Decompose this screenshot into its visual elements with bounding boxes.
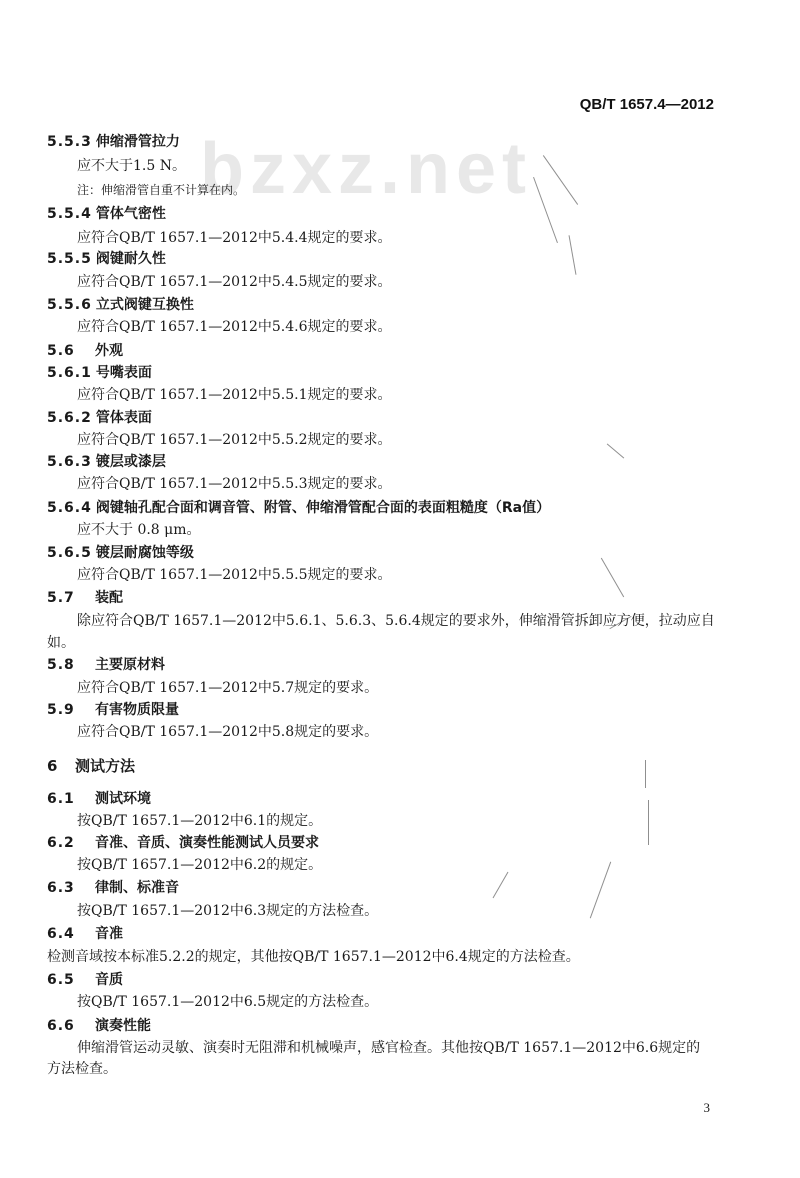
standard-code-header: QB/T 1657.4—2012: [579, 96, 714, 113]
section-title: 装配: [95, 590, 123, 606]
section-heading: [47, 834, 319, 852]
paragraph-text: 按QB/T 1657.1—2012中6.3规定的方法检查。: [77, 903, 379, 919]
section-heading: [47, 790, 151, 808]
paragraph-text: 应符合QB/T 1657.1—2012中5.7规定的要求。: [77, 680, 379, 696]
section-heading: [47, 364, 152, 382]
section-heading: [47, 971, 123, 989]
paragraph-text: 除应符合QB/T 1657.1—2012中5.6.1、5.6.3、5.6.4规定的要求外，伸缩滑管拆卸应方便，拉动应自: [77, 613, 715, 629]
section-heading: [47, 656, 165, 674]
section-heading: [47, 250, 166, 268]
watermark: bzxz.net: [200, 129, 533, 209]
section-heading: [47, 701, 179, 719]
chapter-title: 测试方法: [75, 757, 136, 775]
paragraph-text: 应符合QB/T 1657.1—2012中5.5.2规定的要求。: [77, 432, 392, 448]
section-number: 5.5.6: [47, 297, 92, 313]
section-title: 管体表面: [95, 410, 152, 426]
section-number: 5.5.3: [47, 134, 92, 150]
section-heading: [47, 296, 194, 314]
scan-artifact: [648, 800, 649, 845]
scan-artifact: [607, 444, 624, 459]
section-number: 5.5.4: [47, 206, 92, 222]
section-number: 5.6.1: [47, 365, 92, 381]
section-heading: [47, 453, 166, 471]
scan-artifact: [533, 177, 558, 243]
section-number: 6.1: [47, 791, 75, 807]
section-number: 6.5: [47, 972, 75, 988]
section-number: 5.6.3: [47, 454, 92, 470]
section-heading: [47, 205, 166, 223]
paragraph-text: 应符合QB/T 1657.1—2012中5.4.6规定的要求。: [77, 319, 392, 335]
chapter-heading: [47, 757, 135, 775]
section-heading: [47, 342, 123, 360]
section-number: 5.6.4: [47, 500, 92, 516]
scan-artifact: [569, 235, 577, 275]
section-title: 测试环境: [95, 791, 151, 807]
section-number: 5.6: [47, 343, 75, 359]
paragraph-text: 方法检查。: [47, 1061, 117, 1077]
paragraph-text: 应不大于1.5 N。: [77, 158, 186, 174]
section-heading: [47, 544, 194, 562]
section-number: 5.9: [47, 702, 75, 718]
scan-artifact: [493, 872, 509, 898]
section-title: 阀键耐久性: [95, 251, 166, 267]
section-title: 外观: [95, 343, 123, 359]
paragraph-text: 应符合QB/T 1657.1—2012中5.8规定的要求。: [77, 724, 379, 740]
section-number: 5.6.2: [47, 410, 92, 426]
page-number: 3: [703, 1100, 710, 1115]
paragraph-text: 按QB/T 1657.1—2012中6.1的规定。: [77, 813, 323, 829]
section-heading: [47, 879, 179, 897]
paragraph-text: 应符合QB/T 1657.1—2012中5.4.5规定的要求。: [77, 274, 392, 290]
section-heading: [47, 1017, 151, 1035]
paragraph-text: 按QB/T 1657.1—2012中6.2的规定。: [77, 857, 323, 873]
note-text: 注：伸缩滑管自重不计算在内。: [77, 183, 246, 197]
section-number: 6.3: [47, 880, 75, 896]
section-number: 6.2: [47, 835, 75, 851]
paragraph-text: 按QB/T 1657.1—2012中6.5规定的方法检查。: [77, 994, 379, 1010]
section-heading: [47, 133, 180, 151]
paragraph-text: 应符合QB/T 1657.1—2012中5.5.3规定的要求。: [77, 476, 392, 492]
section-heading: [47, 409, 152, 427]
paragraph-text: 应符合QB/T 1657.1—2012中5.5.5规定的要求。: [77, 567, 392, 583]
scan-artifact: [645, 760, 646, 788]
section-title: 管体气密性: [95, 206, 166, 222]
section-title: 阀键轴孔配合面和调音管、附管、伸缩滑管配合面的表面粗糙度（Ra值）: [95, 500, 551, 516]
section-number: 5.5.5: [47, 251, 92, 267]
section-title: 主要原材料: [95, 657, 165, 673]
section-title: 有害物质限量: [95, 702, 179, 718]
section-title: 音准: [95, 926, 123, 942]
section-title: 立式阀键互换性: [95, 297, 194, 313]
section-title: 镀层或漆层: [95, 454, 166, 470]
scan-artifact: [601, 558, 624, 597]
section-number: 6.4: [47, 926, 75, 942]
paragraph-text: 检测音域按本标准5.2.2的规定，其他按QB/T 1657.1—2012中6.4规定的方法检查。: [47, 949, 580, 965]
section-number: 5.6.5: [47, 545, 92, 561]
scan-artifact: [543, 155, 578, 205]
section-title: 号嘴表面: [95, 365, 152, 381]
chapter-number: 6: [47, 757, 58, 775]
section-number: 5.7: [47, 590, 75, 606]
scan-artifact: [590, 862, 611, 919]
paragraph-text: 应符合QB/T 1657.1—2012中5.5.1规定的要求。: [77, 387, 392, 403]
section-heading: [47, 589, 123, 607]
section-title: 音准、音质、演奏性能测试人员要求: [95, 835, 319, 851]
section-number: 5.8: [47, 657, 75, 673]
paragraph-text: 应不大于 0.8 μm。: [77, 522, 201, 538]
paragraph-text: 如。: [47, 635, 75, 651]
section-title: 伸缩滑管拉力: [95, 134, 180, 150]
section-number: 6.6: [47, 1018, 75, 1034]
section-title: 镀层耐腐蚀等级: [95, 545, 194, 561]
section-title: 律制、标准音: [95, 880, 179, 896]
paragraph-text: 应符合QB/T 1657.1—2012中5.4.4规定的要求。: [77, 230, 392, 246]
section-heading: [47, 925, 123, 943]
section-title: 音质: [95, 972, 123, 988]
section-heading: [47, 499, 550, 517]
paragraph-text: 伸缩滑管运动灵敏、演奏时无阻滞和机械噪声，感官检查。其他按QB/T 1657.1—2012中6.6规定的: [77, 1040, 701, 1056]
section-title: 演奏性能: [95, 1018, 151, 1034]
